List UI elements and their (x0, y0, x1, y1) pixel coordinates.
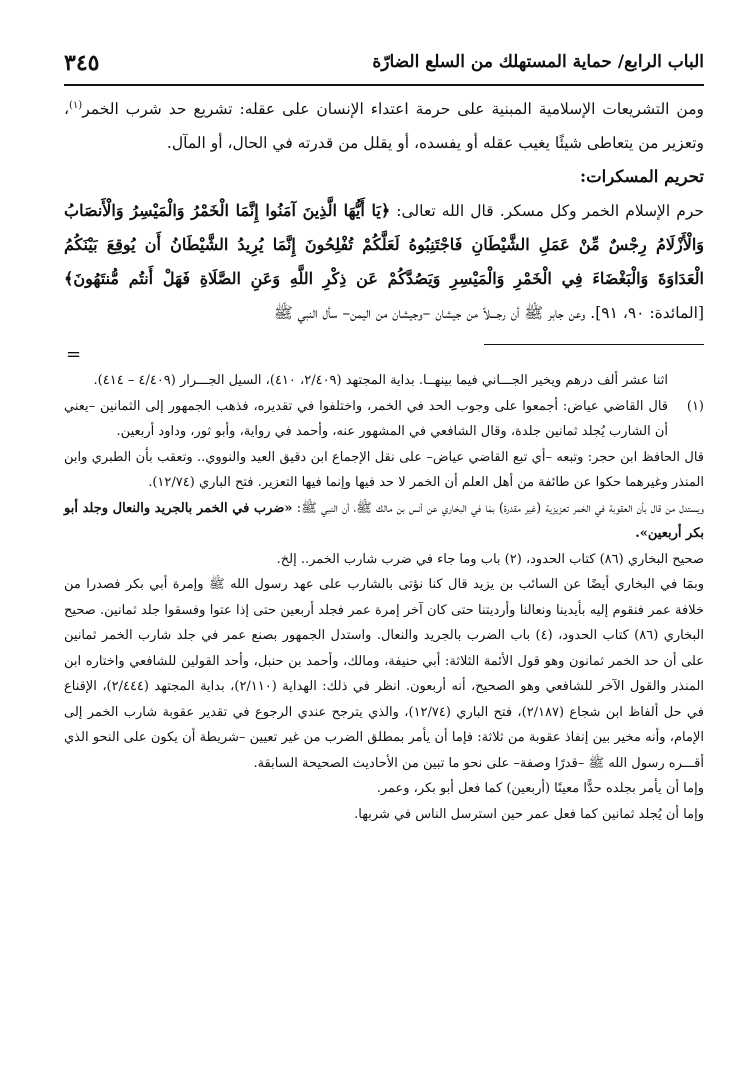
page-header (64, 48, 704, 86)
paragraph-verse-tail: [المائدة: ٩٠، ٩١]. وعن جابر ﷺ أن رجـــلاً من جيشان –وجيشان من اليمن– سأل النبي ﷺ (273, 304, 704, 322)
paragraph-verse-lead: حرم الإسلام الخمر وكل مسكر. قال الله تعالى: (390, 202, 704, 220)
main-text (64, 92, 704, 330)
footnote-separator (64, 344, 704, 364)
footnote-para (64, 496, 704, 547)
paragraph-intro-text-a: ومن التشريعات الإسلامية المبنية على حرمة اعتداء الإنسان على عقله: تشريع حد شرب الخمر (82, 100, 704, 118)
paragraph-intro-text-b: ، وتعزير من يتعاطى شيئًا يغيب عقله أو يفسده، أو يقلل من قدرته في الحال، أو المآل. (64, 100, 704, 152)
footnote-para-text: ويستدل من قال بأن العقوبة في الخمر تعزيزية (غير مقدرة) بمَا في البخاري عن أنس بن مالك ﷺ، أن النبي ﷺ: (292, 500, 704, 516)
footnote-para: وبمَا في البخاري أيضًا عن السائب بن يزيد قال كنا نؤتى بالشارب على عهد رسول الله ﷺ وإمرة أبي بكر فصدرا من خلافة عمر فنقوم إليه بأيدينا ونعالنا وأرديتنا حتى كان آخر إمرة عمر فجلد أربعين حتى إذا عتوا وفسقوا جلد ثمانين. صحيح البخاري (٨٦) كتاب الحدود، (٤) باب الضرب بالجريد والنعال. واستدل الجمهور بصنع عمر في جلد شارب الخمر ثمانين على أن حد الخمر ثمانون وهو قول الأئمة الثلاثة: أبي حنيفة، ومالك، وأحمد بن حنبل، وأحد القولين للشافعي واختاره ابن المنذر والقول الآخر للشافعي وهو الصحيح، أنه أربعون. انظر في ذلك: الهداية (٢/١١٠)، بداية المجتهد (٢/٤٤٤)، الإقناع في حل ألفاظ ابن شجاع (٢/١٨٧)، فتح الباري (١٢/٧٤)، والذي يترجح عندي الرجوع في تقدير عقوبة شارب الخمر إلى الإمام، وأنه مخير بين إنفاذ عقوبة من ثلاثة: فإما أن يأمر بمطلق الضرب من غير تعيين –شريطة أن يكون على النحو الذي أقـــره رسول الله ﷺ –قدرًا وصفة– على نحو ما تبين من الأحاديث الصحيحة السابقة. (64, 577, 704, 771)
footnote-continuation: اثنا عشر ألف درهم ويخير الجـــاني فيما بينهــا. بداية المجتهد (٢/٤٠٩، ٤١٠)، السيل الجـــرار (٤/٤٠٩ – ٤١٤). (93, 373, 668, 388)
footnote-1 (64, 394, 704, 445)
footnote-1-text: قال القاضي عياض: أجمعوا على وجوب الحد في الخمر، واختلفوا في تقديره، فذهب الجمهور إلى الثمانين –يعني أن الشارب يُجلد ثمانين جلدة، وقال الشافعي في المشهور عنه، وأحمد في رواية، وأبو ثور، وداود أربعين. (64, 398, 668, 439)
running-title: الباب الرابع/ حماية المستهلك من السلع الضارّة (372, 52, 704, 72)
footnote-number: (١) (686, 398, 704, 414)
paragraph-intro (64, 92, 704, 160)
page-number: ٣٤٥ (64, 50, 100, 76)
footnote-para: وإما أن يأمر بجلده حدًّا معينًا (أربعين) كما فعل أبو بكر، وعمر. (376, 781, 704, 796)
quran-verse: ﴿يَا أَيُّهَا الَّذِينَ آمَنُوا إِنَّمَا الْخَمْرُ وَالْمَيْسِرُ وَالْأَنصَابُ وَالْأَزْلَامُ رِجْسٌ مِّنْ عَمَلِ الشَّيْطَانِ فَاجْتَنِبُوهُ لَعَلَّكُمْ تُفْلِحُونَ إِنَّمَا يُرِيدُ الشَّيْطَانُ أَن يُوقِعَ بَيْنَكُمُ الْعَدَاوَةَ وَالْبَغْضَاءَ فِي الْخَمْرِ وَالْمَيْسِرِ وَيَصُدَّكُمْ عَن ذِكْرِ اللَّهِ وَعَنِ الصَّلَاةِ فَهَلْ أَنتُم مُّنتَهُونَ﴾ (64, 201, 704, 288)
footnote-ref: (١) (69, 99, 83, 111)
separator-rule (484, 344, 704, 345)
continuation-mark: = (66, 344, 82, 365)
footnote-para: صحيح البخاري (٨٦) كتاب الحدود، (٢) باب وما جاء في ضرب شارب الخمر.. إلخ. (276, 551, 704, 567)
footnote-para: وإما أن يُجلد ثمانين كما فعل عمر حين استرسل الناس في شربها. (354, 806, 704, 822)
footnote-para: قال الحافظ ابن حجر: وتبعه –أي تبع القاضي عياض– على نقل الإجماع ابن دقيق العيد والنووي.. وتعقب بأن الطبري وابن المنذر وغيرهما حكوا عن طائفة من أهل العلم أن الخمر لا حد فيها وإنما فيها التعزير. فتح الباري (١٢/٧٤). (64, 449, 704, 490)
footnotes (64, 368, 704, 827)
hadith-quote: «ضرب في الخمر بالجريد والنعال وجلد أبو بكر أربعين». (64, 500, 704, 541)
section-title: تحريم المسكرات: (580, 167, 704, 186)
paragraph-verse (64, 194, 704, 330)
